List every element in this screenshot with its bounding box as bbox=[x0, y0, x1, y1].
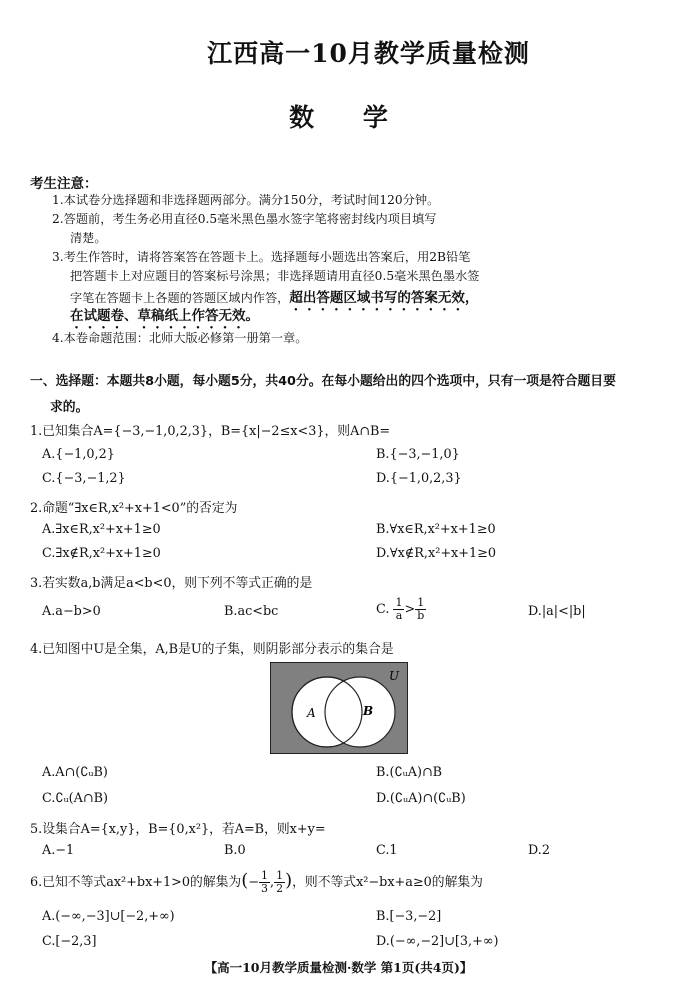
fraction bbox=[259, 870, 270, 895]
notice-item: 1.本试卷分选择题和非选择题两部分。满分150分，考试时间120分钟。 bbox=[52, 193, 440, 207]
subject-char: 学 bbox=[362, 103, 388, 132]
notice-emphasis: 在试题卷、草稿纸上作答无效。 bbox=[70, 308, 259, 324]
subject-char: 数 bbox=[289, 103, 315, 132]
notice-emphasis: 超出答题区域书写的答案无效， bbox=[289, 290, 479, 306]
question-stem: 2.命题“∃x∈R,x²+x+1<0”的否定为 bbox=[30, 501, 238, 516]
subject-title bbox=[0, 98, 677, 134]
option-b: B.[−3,−2] bbox=[376, 909, 442, 924]
paren: ) bbox=[285, 870, 293, 891]
denominator: b bbox=[417, 609, 425, 622]
notice-item: 2.答题前，考生务必用直径0.5毫米黑色墨水签字笔将密封线内项目填写 bbox=[52, 212, 437, 226]
option-a: A.−1 bbox=[42, 843, 75, 858]
option-a: A.A∩(∁ᵤB) bbox=[42, 765, 108, 780]
option-b: B.∀x∈R,x²+x+1≥0 bbox=[376, 522, 496, 537]
notice-heading: 考生注意： bbox=[30, 176, 98, 192]
page-footer: 【高一10月教学质量检测·数学 第1页(共4页)】 bbox=[204, 960, 473, 975]
option-b: B.(∁ᵤA)∩B bbox=[376, 765, 443, 780]
option-c: C.1 bbox=[376, 843, 398, 858]
option-a: A.{−1,0,2} bbox=[42, 447, 115, 462]
question-stem: 4.已知图中U是全集，A,B是U的子集，则阴影部分表示的集合是 bbox=[30, 642, 394, 657]
option-d: D.|a|<|b| bbox=[528, 604, 586, 619]
question-stem: 3.若实数a,b满足a<b<0，则下列不等式正确的是 bbox=[30, 576, 313, 591]
numerator: 1 bbox=[260, 869, 268, 882]
option-b: B.ac<bc bbox=[224, 604, 279, 619]
denominator: a bbox=[395, 609, 403, 622]
fraction bbox=[274, 870, 285, 895]
venn-label-a: A bbox=[307, 706, 316, 720]
venn-label-u: U bbox=[389, 669, 400, 683]
section-heading: 一、选择题：本题共8小题，每小题5分，共40分。在每小题给出的四个选项中，只有一项是符合题目要 bbox=[30, 374, 616, 389]
sign: − bbox=[248, 875, 259, 890]
comma: , bbox=[269, 875, 275, 890]
fraction bbox=[393, 597, 404, 622]
option-c: C.[−2,3] bbox=[42, 934, 97, 949]
numerator: 1 bbox=[415, 597, 426, 610]
option-a: A.(−∞,−3]∪[−2,+∞) bbox=[42, 909, 175, 924]
option-d: D.(∁ᵤA)∩(∁ᵤB) bbox=[376, 791, 466, 806]
notice-item: 清楚。 bbox=[70, 231, 107, 245]
option-c: C.{−3,−1,2} bbox=[42, 471, 126, 486]
notice-item: 4.本卷命题范围：北师大版必修第一册第一章。 bbox=[52, 331, 308, 345]
option-d: D.∀x∉R,x²+x+1≥0 bbox=[376, 546, 497, 561]
section-heading-cont: 求的。 bbox=[50, 400, 89, 415]
numerator: 1 bbox=[276, 869, 284, 882]
relation: > bbox=[404, 602, 416, 617]
venn-diagram bbox=[270, 662, 408, 754]
denominator: 2 bbox=[276, 882, 284, 895]
stem-text: 6.已知不等式ax²+bx+1>0的解集为 bbox=[30, 875, 242, 890]
venn-label-b: B bbox=[363, 704, 374, 718]
notice-item-text: 字笔在答题卡上各题的答题区域内作答， bbox=[70, 291, 290, 305]
option-c: C.∃x∉R,x²+x+1≥0 bbox=[42, 546, 161, 561]
option-c-label: C. bbox=[376, 602, 390, 617]
notice-item: 把答题卡上对应题目的答案标号涂黑；非选择题请用直径0.5毫米黑色墨水签 bbox=[70, 269, 480, 283]
denominator: 3 bbox=[260, 882, 268, 895]
option-a: A.∃x∈R,x²+x+1≥0 bbox=[42, 522, 161, 537]
option-a: A.a−b>0 bbox=[42, 604, 101, 619]
fraction bbox=[415, 597, 426, 622]
notice-item: 3.考生作答时，请将答案答在答题卡上。选择题每小题选出答案后，用2B铅笔 bbox=[52, 250, 471, 264]
option-d: D.2 bbox=[528, 843, 551, 858]
option-b: B.0 bbox=[224, 843, 246, 858]
numerator: 1 bbox=[395, 596, 403, 609]
question-stem: 1.已知集合A={−3,−1,0,2,3}，B={x|−2≤x<3}，则A∩B= bbox=[30, 424, 391, 439]
option-d: D.(−∞,−2]∪[3,+∞) bbox=[376, 934, 499, 949]
page-title: 江西高一10月教学质量检测 bbox=[207, 39, 530, 68]
stem-text: ，则不等式x²−bx+a≥0的解集为 bbox=[292, 875, 483, 890]
option-c: C.∁ᵤ(A∩B) bbox=[42, 791, 109, 806]
option-d: D.{−1,0,2,3} bbox=[376, 471, 462, 486]
option-c bbox=[376, 597, 426, 622]
question-stem bbox=[30, 870, 483, 895]
paren: ( bbox=[241, 870, 249, 891]
option-b: B.{−3,−1,0} bbox=[376, 447, 460, 462]
set-b-circle bbox=[325, 677, 395, 747]
question-stem: 5.设集合A={x,y}，B={0,x²}，若A=B，则x+y= bbox=[30, 822, 326, 837]
